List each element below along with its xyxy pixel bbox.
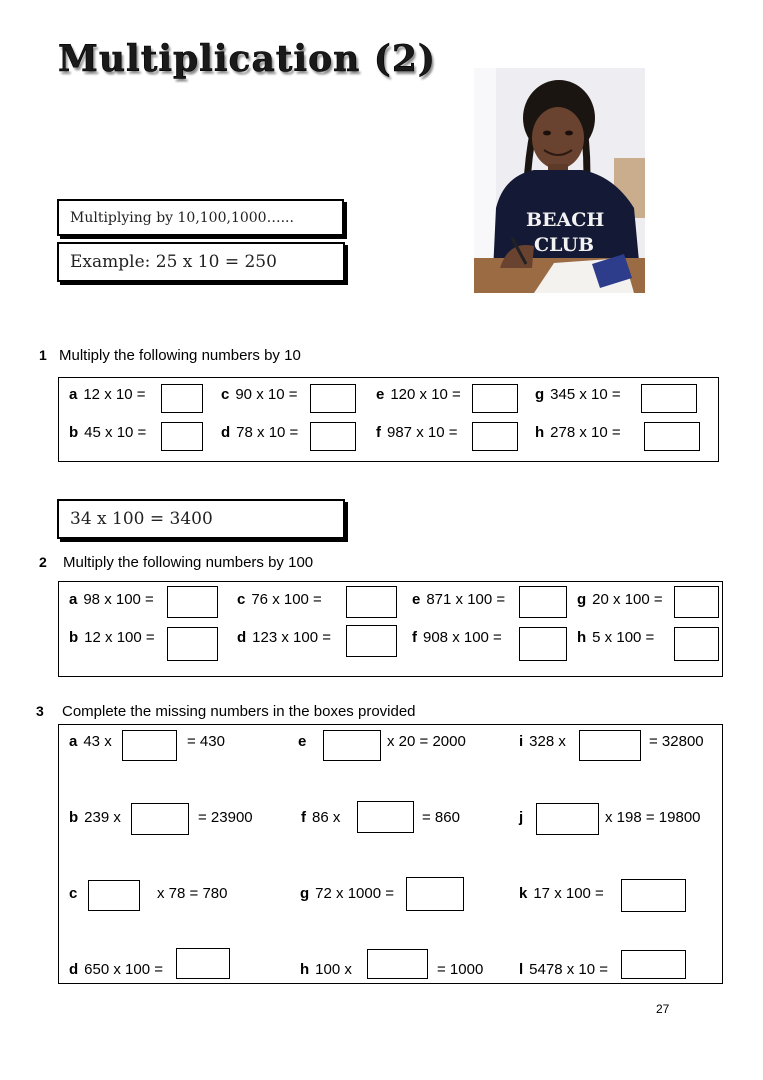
q1-item-b: b 45 x 10 = (69, 424, 147, 441)
q1-item-e: e 120 x 10 = (376, 386, 461, 403)
q1-answer-g[interactable] (641, 384, 697, 413)
q2-item-g: g 20 x 100 = (577, 591, 663, 608)
q1-item-g: g 345 x 10 = (535, 386, 621, 403)
q1-item-d: d 78 x 10 = (221, 424, 299, 441)
question-1-panel (58, 377, 719, 462)
q3-item-a-lead: a 43 x (69, 733, 112, 750)
q3-item-k-lead: k 17 x 100 = (519, 885, 604, 902)
q1-answer-d[interactable] (310, 422, 356, 451)
q3-answer-b[interactable] (131, 803, 189, 835)
question-3-panel (58, 724, 723, 984)
example-box (57, 242, 345, 282)
q3-item-i-lead: i 328 x (519, 733, 566, 750)
q3-item-b-tail: = 23900 (198, 809, 253, 826)
q3-item-c-lead: c (69, 885, 78, 902)
q1-item-c: c 90 x 10 = (221, 386, 298, 403)
q3-item-g-lead: g 72 x 1000 = (300, 885, 394, 902)
q1-answer-e[interactable] (472, 384, 518, 413)
page-title: Multiplication (2) (58, 38, 436, 80)
q2-answer-h[interactable] (674, 627, 719, 661)
q3-item-f-lead: f 86 x (301, 809, 341, 826)
question-1-number: 1 (39, 347, 47, 363)
q3-answer-d[interactable] (176, 948, 230, 979)
page-number: 27 (656, 1002, 670, 1016)
q3-answer-a[interactable] (122, 730, 177, 761)
q3-item-h-lead: h 100 x (300, 961, 352, 978)
q3-item-c-tail: x 78 = 780 (157, 885, 228, 902)
q3-answer-c[interactable] (88, 880, 140, 911)
q3-item-f-tail: = 860 (422, 809, 460, 826)
q3-item-a-tail: = 430 (187, 733, 225, 750)
q2-answer-a[interactable] (167, 586, 218, 618)
q2-answer-d[interactable] (346, 625, 397, 657)
q2-answer-e[interactable] (519, 586, 567, 618)
q3-answer-l[interactable] (621, 950, 686, 979)
question-2-instruction: Multiply the following numbers by 100 (63, 554, 314, 571)
q3-answer-g[interactable] (406, 877, 464, 911)
example-2-text: 34 x 100 = 3400 (70, 509, 213, 529)
q3-item-b-lead: b 239 x (69, 809, 121, 826)
question-3-instruction: Complete the missing numbers in the boxes provided (62, 703, 416, 720)
q1-item-h: h 278 x 10 = (535, 424, 621, 441)
q3-answer-k[interactable] (621, 879, 686, 912)
q3-item-l-lead: l 5478 x 10 = (519, 961, 608, 978)
q2-item-e: e 871 x 100 = (412, 591, 506, 608)
q3-item-e-tail: x 20 = 2000 (387, 733, 466, 750)
example-2-box (57, 499, 345, 539)
q2-item-f: f 908 x 100 = (412, 629, 502, 646)
q1-answer-a[interactable] (161, 384, 203, 413)
q3-item-h-tail: = 1000 (437, 961, 484, 978)
svg-text:CLUB: CLUB (534, 234, 595, 256)
question-2-number: 2 (39, 554, 47, 570)
q1-answer-b[interactable] (161, 422, 203, 451)
q2-item-c: c 76 x 100 = (237, 591, 322, 608)
rule-text: Multiplying by 10,100,1000…... (70, 209, 294, 226)
question-2-panel (58, 581, 723, 677)
q3-item-e-lead: e (298, 733, 307, 750)
q3-item-i-tail: = 32800 (649, 733, 704, 750)
student-illustration (474, 68, 645, 293)
q2-item-b: b 12 x 100 = (69, 629, 155, 646)
q1-item-f: f 987 x 10 = (376, 424, 458, 441)
q2-item-d: d 123 x 100 = (237, 629, 331, 646)
q2-answer-c[interactable] (346, 586, 397, 618)
q1-answer-c[interactable] (310, 384, 356, 413)
q2-item-a: a 98 x 100 = (69, 591, 154, 608)
q3-item-d-lead: d 650 x 100 = (69, 961, 163, 978)
q3-answer-f[interactable] (357, 801, 414, 833)
q1-answer-h[interactable] (644, 422, 700, 451)
rule-box (57, 199, 344, 236)
example-text: Example: 25 x 10 = 250 (70, 252, 277, 272)
q2-answer-f[interactable] (519, 627, 567, 661)
q2-answer-b[interactable] (167, 627, 218, 661)
q3-item-j-lead: j (519, 809, 524, 826)
q3-answer-i[interactable] (579, 730, 641, 761)
question-1-instruction: Multiply the following numbers by 10 (59, 347, 301, 364)
student-photo (474, 68, 645, 293)
q1-answer-f[interactable] (472, 422, 518, 451)
svg-text:BEACH: BEACH (526, 209, 605, 231)
q3-item-j-tail: x 198 = 19800 (605, 809, 701, 826)
q3-answer-h[interactable] (367, 949, 428, 979)
q2-item-h: h 5 x 100 = (577, 629, 655, 646)
q1-item-a: a 12 x 10 = (69, 386, 146, 403)
q3-answer-j[interactable] (536, 803, 599, 835)
question-3-number: 3 (36, 703, 44, 719)
q2-answer-g[interactable] (674, 586, 719, 618)
q3-answer-e[interactable] (323, 730, 381, 761)
